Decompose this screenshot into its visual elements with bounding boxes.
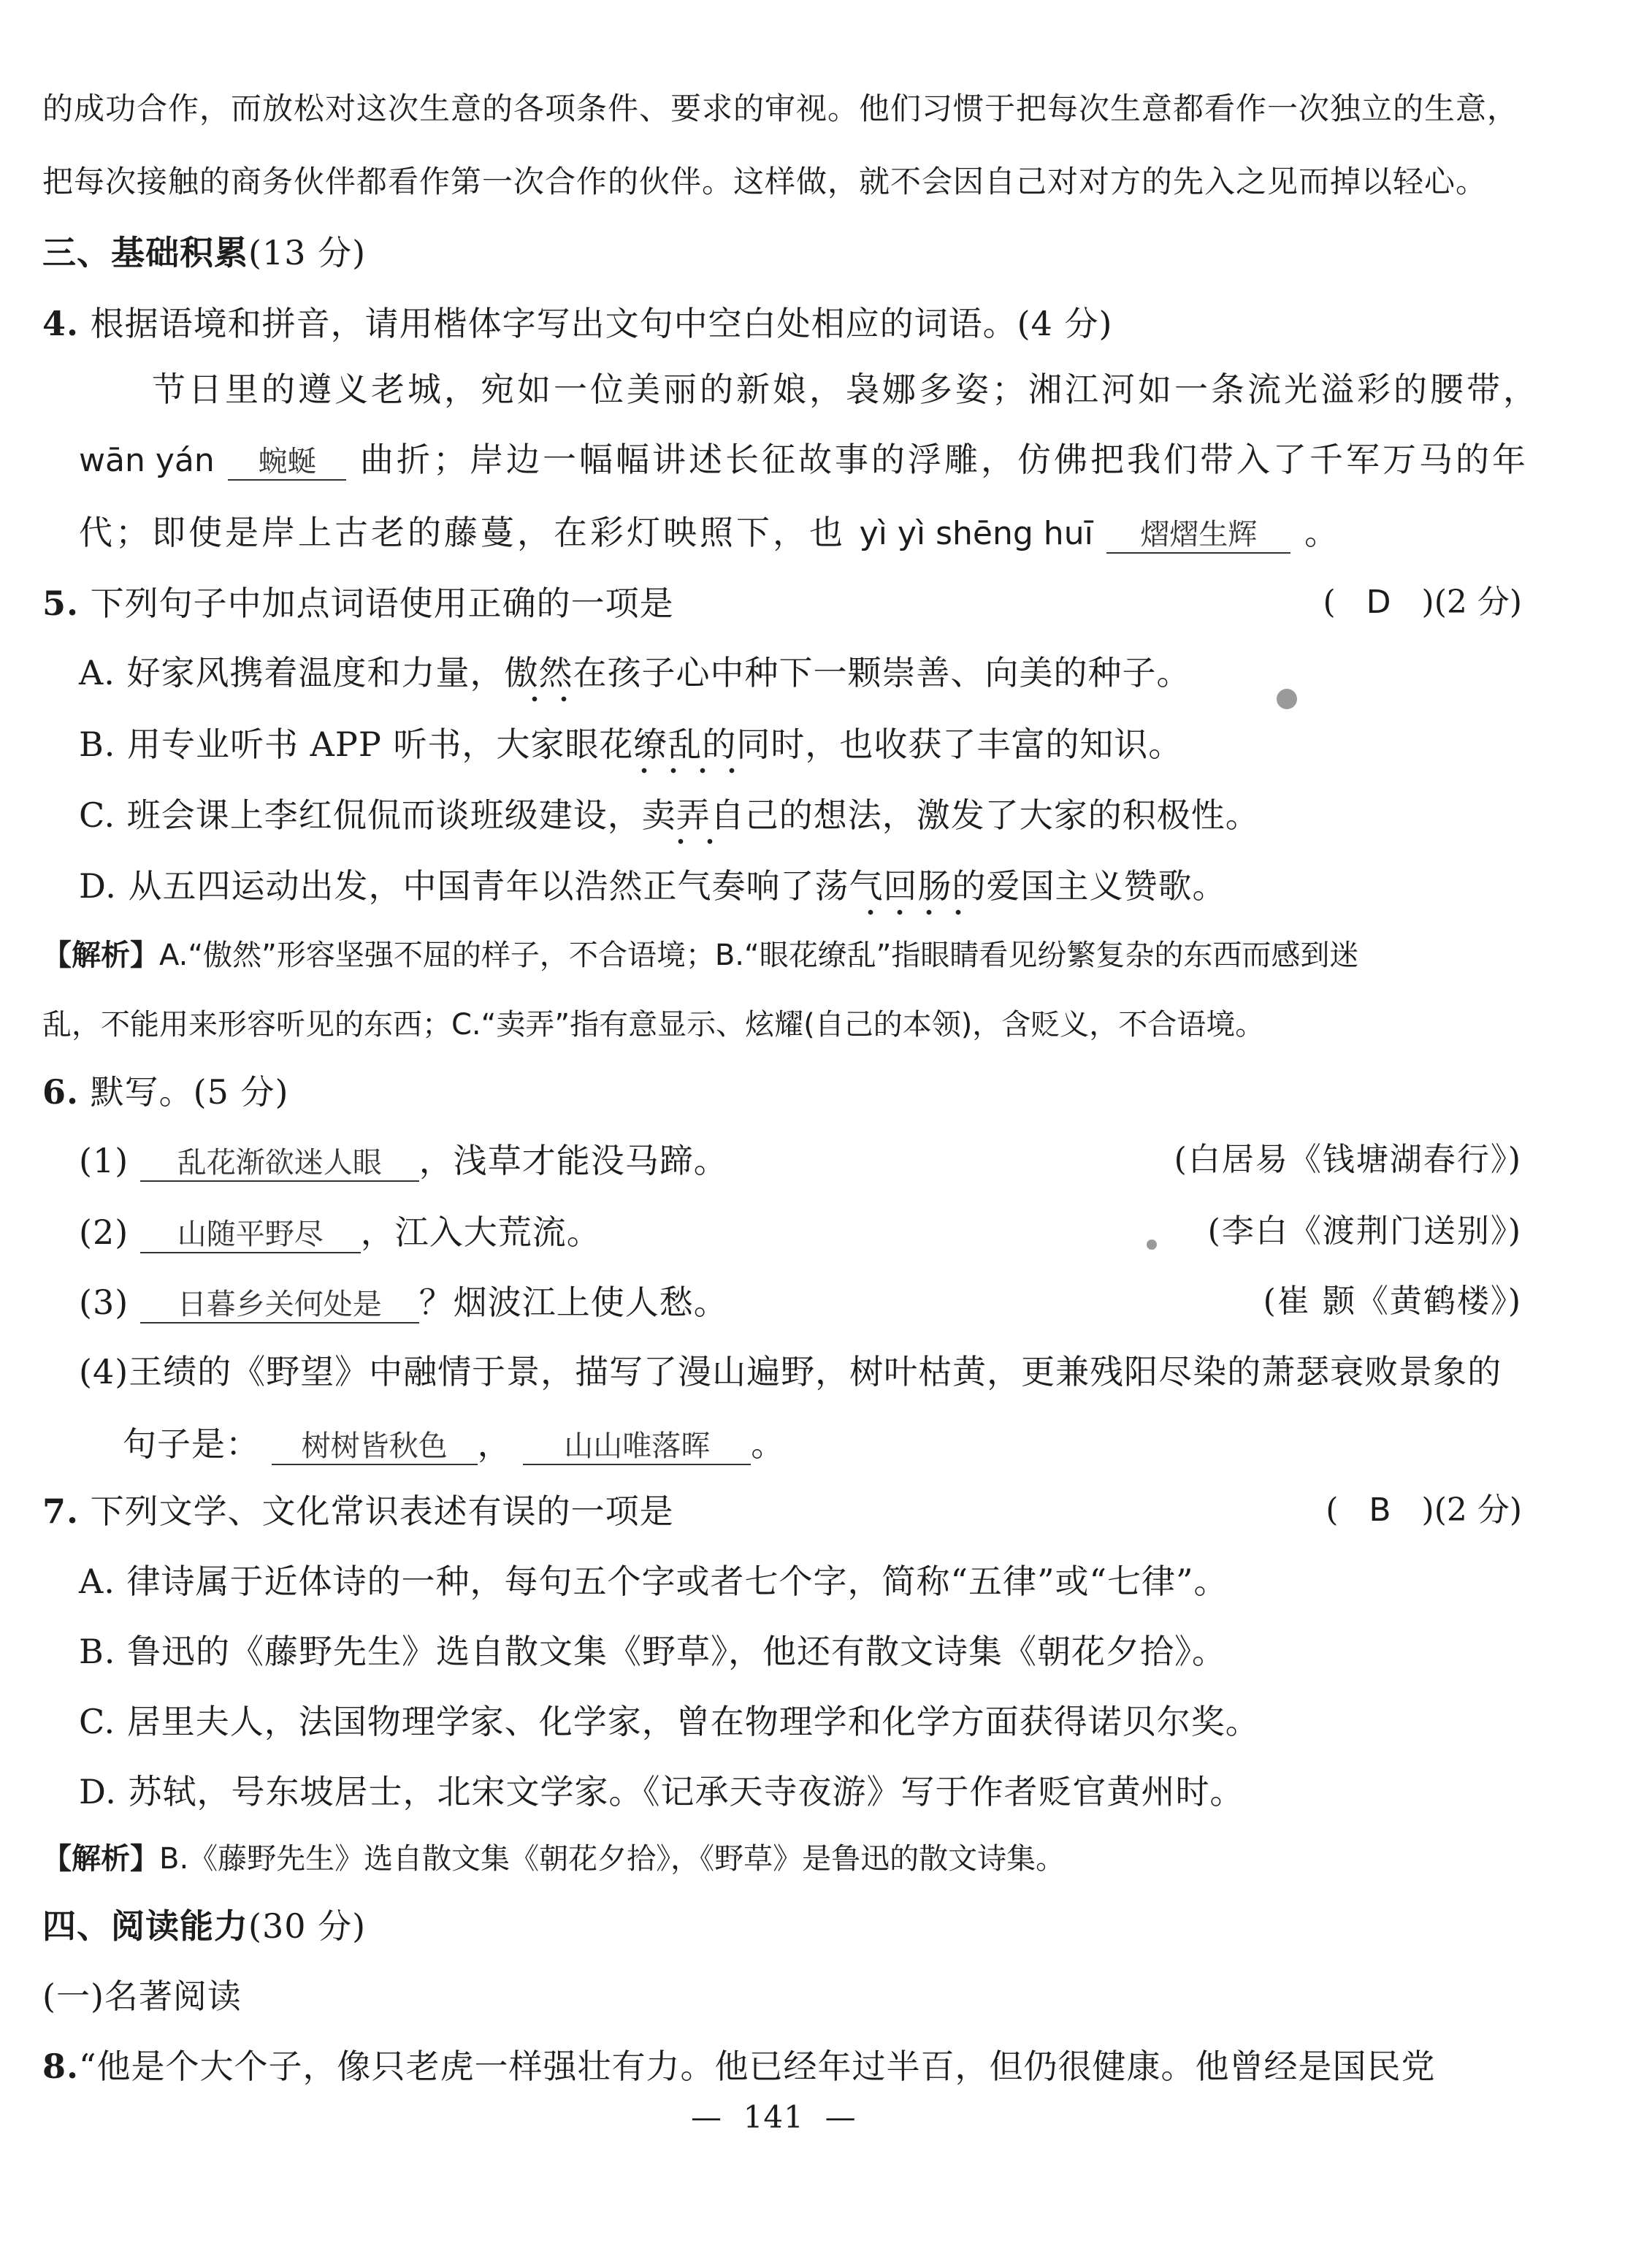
intro-line-2: 把每次接触的商务伙伴都看作第一次合作的伙伴。这样做，就不会因自己对对方的先入之见而掉以轻心。 <box>42 164 1488 199</box>
source-citation: (白居易《钱塘湖春行》) <box>1174 1141 1522 1178</box>
question-5-option-d: D. 从五四运动出发，中国青年以浩然正气奏响了荡气回肠的爱国主义赞歌。 <box>79 866 1227 906</box>
question-7-answer-bracket: ( B )(2 分) <box>1326 1491 1522 1529</box>
answer-blank[interactable]: 日暮乡关何处是 <box>140 1290 419 1323</box>
emphasis-dots <box>856 909 973 916</box>
intro-line-1: 的成功合作，而放松对这次生意的各项条件、要求的审视。他们习惯于把每次生意都看作一次独立的生意， <box>42 91 1519 126</box>
question-6-item-1: (1) 乱花渐欲迷人眼 ，浅草才能没马蹄。 <box>79 1141 728 1180</box>
answer-blank-1[interactable]: 蜿蜒 <box>228 447 346 481</box>
page-number: — 141 — <box>691 2099 857 2135</box>
question-6-item-4-answer-line: 句子是： 树树皆秋色 ， 山山唯落晖 。 <box>123 1424 786 1464</box>
question-7-option-d: D. 苏轼，号东坡居士，北宋文学家。《记承天寺夜游》写于作者贬官黄州时。 <box>79 1772 1244 1811</box>
question-4-stem: 4. 根据语境和拼音，请用楷体字写出文句中空白处相应的词语。(4 分) <box>42 304 1113 343</box>
analysis-label: 【解析】 <box>42 1842 159 1876</box>
question-8-text: 8.“他是个大个子，像只老虎一样强壮有力。他已经年过半百，但仍很健康。他曾经是国民党 <box>42 2047 1436 2086</box>
question-7-analysis: 【解析】B.《藤野先生》选自散文集《朝花夕拾》，《野草》是鲁迅的散文诗集。 <box>42 1842 1066 1876</box>
answer-blank[interactable]: 树树皆秋色 <box>272 1432 478 1465</box>
answer-blank[interactable]: 山山唯落晖 <box>523 1432 751 1465</box>
question-5-answer-bracket: ( D )(2 分) <box>1323 584 1522 621</box>
question-7-stem: 7. 下列文学、文化常识表述有误的一项是 <box>42 1491 674 1531</box>
question-7-option-a: A. 律诗属于近体诗的一种，每句五个字或者七个字，简称“五律”或“七律”。 <box>79 1562 1228 1601</box>
source-citation: (崔 颢《黄鹤楼》) <box>1263 1283 1522 1320</box>
source-citation: (李白《渡荆门送别》) <box>1207 1212 1522 1250</box>
question-4-passage-line-1: 节日里的遵义老城，宛如一位美丽的新娘，袅娜多姿；湘江河如一条流光溢彩的腰带， <box>152 370 1540 409</box>
question-number: 5. <box>42 584 80 623</box>
question-6-item-3: (3) 日暮乡关何处是 ？烟波江上使人愁。 <box>79 1283 728 1322</box>
question-6-item-2: (2) 山随平野尽 ，江入大荒流。 <box>79 1212 601 1252</box>
question-5-option-b: B. 用专业听书 APP 听书，大家眼花缭乱的同时，也收获了丰富的知识。 <box>79 725 1183 764</box>
question-7-option-c: C. 居里夫人，法国物理学家、化学家，曾在物理学和化学方面获得诺贝尔奖。 <box>79 1702 1260 1741</box>
choice-answer[interactable]: B <box>1369 1491 1391 1529</box>
question-5-stem: 5. 下列句子中加点词语使用正确的一项是 <box>42 584 674 623</box>
section-3-heading: 三、基础积累(13 分) <box>42 233 367 272</box>
answer-blank-2[interactable]: 熠熠生辉 <box>1106 520 1290 554</box>
choice-answer[interactable]: D <box>1366 584 1391 621</box>
question-6-stem: 6. 默写。(5 分) <box>42 1072 289 1112</box>
emphasis-dots <box>666 838 724 845</box>
section-4-subheading: (一)名著阅读 <box>42 1976 242 2016</box>
question-5-option-c: C. 班会课上李红侃侃而谈班级建设，卖弄自己的想法，激发了大家的积极性。 <box>79 795 1260 835</box>
scan-smudge <box>1277 689 1297 709</box>
question-number: 7. <box>42 1491 80 1531</box>
scan-smudge <box>1147 1239 1157 1250</box>
question-7-option-b: B. 鲁迅的《藤野先生》选自散文集《野草》，他还有散文诗集《朝花夕拾》。 <box>79 1632 1227 1671</box>
emphasis-dots <box>520 695 578 703</box>
answer-blank[interactable]: 乱花渐欲迷人眼 <box>140 1148 419 1182</box>
analysis-label: 【解析】 <box>42 939 159 972</box>
emphasis-dots <box>630 767 746 774</box>
question-number: 4. <box>42 304 80 343</box>
question-number: 8. <box>42 2047 80 2086</box>
question-5-analysis-line-1: 【解析】A.“傲然”形容坚强不屈的样子，不合语境；B.“眼花缭乱”指眼睛看见纷繁复杂的东西而感到迷 <box>42 939 1359 972</box>
answer-blank[interactable]: 山随平野尽 <box>140 1220 361 1253</box>
question-6-item-4: (4)王绩的《野望》中融情于景，描写了漫山遍野，树叶枯黄，更兼残阳尽染的萧瑟衰败景象的 <box>79 1352 1502 1391</box>
question-number: 6. <box>42 1072 80 1112</box>
pinyin-hint: wān yán <box>79 442 215 479</box>
question-4-passage-line-3: 代；即使是岸上古老的藤蔓，在彩灯映照下，也 yì yì shēng huī 熠熠生辉 。 <box>79 513 1342 552</box>
question-4-passage-line-2: wān yán 蜿蜒 曲折；岸边一幅幅讲述长征故事的浮雕，仿佛把我们带入了千军万马的年 <box>79 440 1529 479</box>
question-5-option-a: A. 好家风携着温度和力量，傲然在孩子心中种下一颗崇善、向美的种子。 <box>79 653 1191 692</box>
section-4-heading: 四、阅读能力(30 分) <box>42 1906 367 1946</box>
pinyin-hint: yì yì shēng huī <box>859 515 1093 552</box>
question-5-analysis-line-2: 乱，不能用来形容听见的东西；C.“卖弄”指有意显示、炫耀(自己的本领)，含贬义，不合语境。 <box>42 1008 1265 1042</box>
